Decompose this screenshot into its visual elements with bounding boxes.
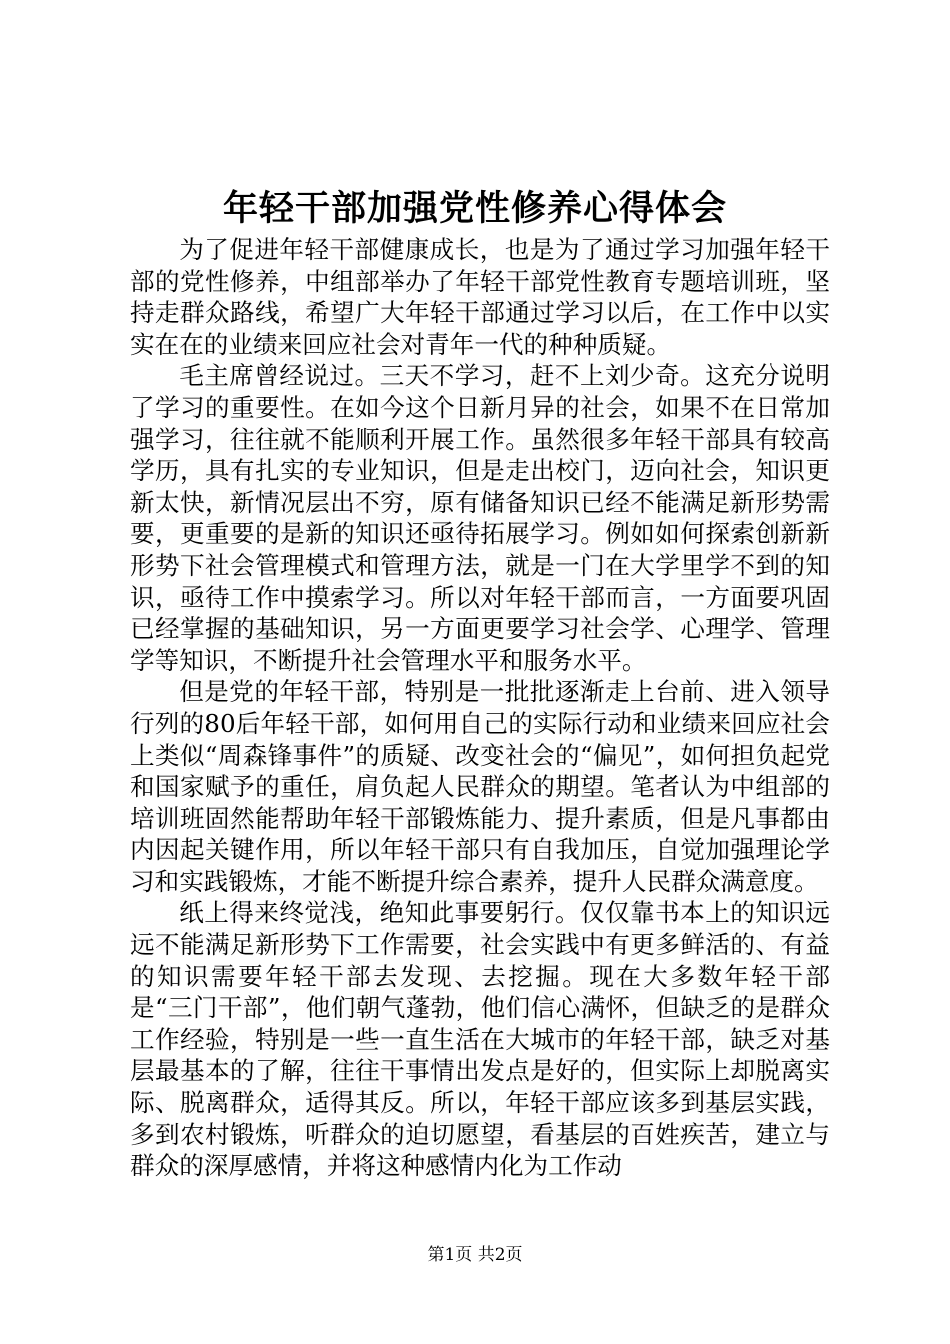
document-title: 年轻干部加强党性修养心得体会 [222,188,727,229]
paragraph-3: 但是党的年轻干部，特别是一批批逐渐走上台前、进入领导行列的80后年轻干部，如何用自己的实际行动和业绩来回应社会上类似“周森锋事件”的质疑、改变社会的“偏见”，如何担负起党和国家赋予的重任，肩负起人民群众的期望。笔者认为中组部的培训班固然能帮助年轻干部锻炼能力、提升素质，但是凡事都由内因起关键作用，所以年轻干部只有自我加压，自觉加强理论学习和实践锻炼，才能不断提升综合素养，提升人民群众满意度。 [130,677,830,896]
page-number-footer: 第1页 共2页 [427,1245,523,1265]
paragraph-1: 为了促进年轻干部健康成长，也是为了通过学习加强年轻干部的党性修养，中组部举办了年轻干部党性教育专题培训班，坚持走群众路线，希望广大年轻干部通过学习以后，在工作中以实实在在的业绩来回应社会对青年一代的种种质疑。 [130,235,830,359]
paragraph-4: 纸上得来终觉浅，绝知此事要躬行。仅仅靠书本上的知识远远不能满足新形势下工作需要，社会实践中有更多鲜活的、有益的知识需要年轻干部去发现、去挖掘。现在大多数年轻干部是“三门干部”，他们朝气蓬勃，他们信心满怀，但缺乏的是群众工作经验，特别是一些一直生活在大城市的年轻干部，缺乏对基层最基本的了解，往往干事情出发点是好的，但实际上却脱离实际、脱离群众，适得其反。所以，年轻干部应该多到基层实践，多到农村锻炼，听群众的迫切愿望，看基层的百姓疾苦，建立与群众的深厚感情，并将这种感情内化为工作动 [130,898,830,1181]
paragraph-2: 毛主席曾经说过。三天不学习，赶不上刘少奇。这充分说明了学习的重要性。在如今这个日新月异的社会，如果不在日常加强学习，往往就不能顺利开展工作。虽然很多年轻干部具有较高学历，具有扎实的专业知识，但是走出校门，迈向社会，知识更新太快，新情况层出不穷，原有储备知识已经不能满足新形势需要，更重要的是新的知识还亟待拓展学习。例如如何探索创新新形势下社会管理模式和管理方法，就是一门在大学里学不到的知识，亟待工作中摸索学习。所以对年轻干部而言，一方面要巩固已经掌握的基础知识，另一方面更要学习社会学、心理学、管理学等知识，不断提升社会管理水平和服务水平。 [130,361,830,675]
document-body [130,234,830,1184]
